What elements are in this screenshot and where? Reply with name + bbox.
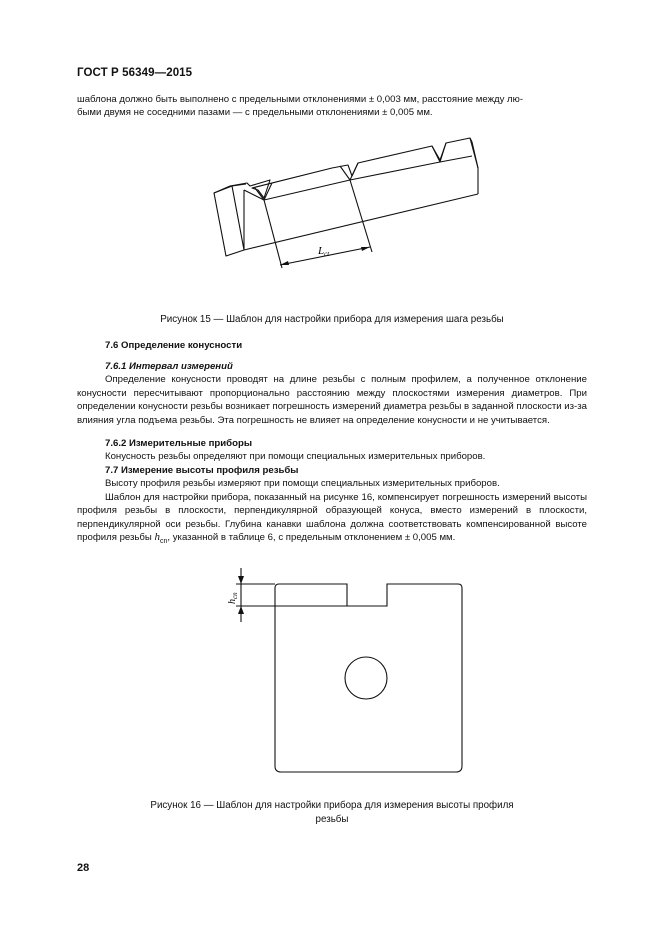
section-7-6 xyxy=(77,339,587,352)
figure-16-caption-line-1: Рисунок 16 — Шаблон для настройки прибора для измерения высоты профиля xyxy=(150,800,514,811)
groove-3 xyxy=(432,143,446,162)
page-number: 28 xyxy=(77,862,90,874)
figure-16-drawing xyxy=(222,566,472,781)
pitch-label: Lct xyxy=(318,245,330,258)
figure-15-caption: Рисунок 15 — Шаблон для настройки прибора для измерения шага резьбы xyxy=(160,314,504,325)
section-7-7 xyxy=(77,464,587,548)
template-bottom-edge xyxy=(244,194,478,250)
template-outline xyxy=(275,584,462,772)
figure-16-caption-line-2: резьбы xyxy=(315,814,349,825)
template-hole xyxy=(345,657,387,699)
section-7-6-2-heading: 7.6.2 Измерительные приборы xyxy=(105,438,253,449)
document-header: ГОСТ Р 56349—2015 xyxy=(77,67,193,79)
section-7-6-2-text: Конусность резьбы определяют при помощи специальных измерительных приборов. xyxy=(105,451,486,463)
intro-paragraph xyxy=(77,93,587,120)
figure-16-caption xyxy=(77,799,587,827)
section-7-7-text-1: Высоту профиля резьбы измеряют при помощи специальных измерительных приборов. xyxy=(105,478,500,490)
section-7-6-1-heading: 7.6.1 Интервал измерений xyxy=(105,361,233,372)
section-7-7-heading: 7.7 Измерение высоты профиля резьбы xyxy=(105,465,299,476)
section-7-6-1-text: Определение конусности проводят на длине резьбы с полным профилем, а полученное отклонение конусности пересчитывают пропорционально расстоянию между плоскостями измерения диаметров. При определении конусности резьбы возникает погрешность измерений диаметра резьбы в заданной плоскости из-за влияния угла подъема резьбы. Эта погрешность не влияет на определение конусности и не учитывается. xyxy=(77,374,587,426)
dimension-extension-left xyxy=(264,200,282,268)
dimension-extension-right xyxy=(350,180,372,252)
section-7-7-text-2: Шаблон для настройки прибора, показанный на рисунке 16, компенсирует погрешность измерений высоты профиля резьбы в плоскости, перпендикулярной образующей конуса, вместо измерений в плоскости, перпендикулярной оси резьбы. Глубина канавки шаблона должна соответствовать компенсированной высоте профиля резьбы $h_{cn}$, указанной в таблице 6, с предельным отклонением ± 0,005 мм. xyxy=(77,491,587,545)
template-end-face xyxy=(214,186,244,256)
section-7-6-2 xyxy=(77,437,587,464)
intro-line-2: быми двумя не соседними пазами — с предельными отклонениями ± 0,005 мм. xyxy=(77,107,433,119)
section-7-6-heading: 7.6 Определение конусности xyxy=(105,340,243,351)
figure-15-drawing xyxy=(200,128,500,278)
section-7-6-1 xyxy=(77,360,587,427)
height-label: $h_{cn}$ xyxy=(227,592,239,604)
intro-line-1: шаблона должно быть выполнено с предельными отклонениями ± 0,003 мм, расстояние между лю- xyxy=(77,94,524,105)
template-top-surface xyxy=(230,138,478,198)
